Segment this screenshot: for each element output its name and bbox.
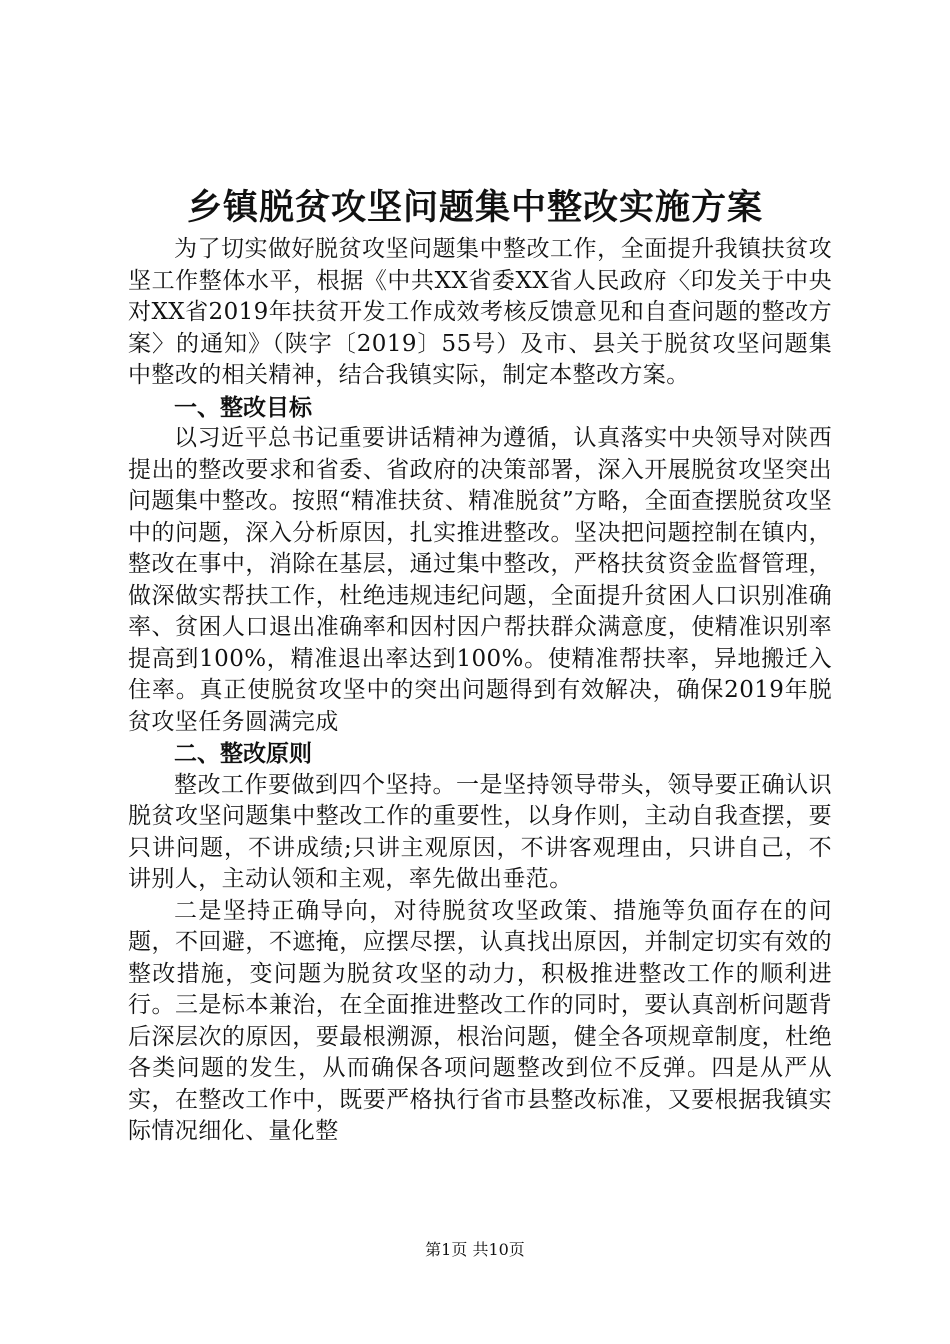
- principles-paragraph-2: 二是坚持正确导向，对待脱贫攻坚政策、措施等负面存在的问题，不回避，不遮掩，应摆尽摆，认真找出原因，并制定切实有效的整改措施，变问题为脱贫攻坚的动力，积极推进整改工作的顺利进行。三是标本兼治，在全面推进整改工作的同时，要认真剖析问题背后深层次的原因，要最根溯源，根治问题，健全各项规章制度，杜绝各类问题的发生，从而确保各项问题整改到位不反弹。四是从严从实，在整改工作中，既要严格执行省市县整改标准，又要根据我镇实际情况细化、量化整: [128, 897, 832, 1144]
- goals-paragraph: 以习近平总书记重要讲话精神为遵循，认真落实中央领导对陕西提出的整改要求和省委、省政府的决策部署，深入开展脱贫攻坚突出问题集中整改。按照“精准扶贫、精准脱贫”方略，全面查摆脱贫攻坚中的问题，深入分析原因，扎实推进整改。坚决把问题控制在镇内，整改在事中，消除在基层，通过集中整改，严格扶贫资金监督管理，做深做实帮扶工作，杜绝违规违纪问题，全面提升贫困人口识别准确率、贫困人口退出准确率和因村因户帮扶群众满意度，使精准识别率提高到100%，精准退出率达到100%。使精准帮扶率，异地搬迁入住率。真正使脱贫攻坚中的突出问题得到有效解决，确保2019年脱贫攻坚任务圆满完成: [128, 425, 832, 735]
- page-number-footer: 第1页 共10页: [425, 1240, 525, 1259]
- section-heading-principles: 二、整改原则: [174, 740, 312, 767]
- section-heading-goals: 一、整改目标: [174, 393, 312, 421]
- intro-paragraph: 为了切实做好脱贫攻坚问题集中整改工作，全面提升我镇扶贫攻坚工作整体水平，根据《中共XX省委XX省人民政府〈印发关于中央对XX省2019年扶贫开发工作成效考核反馈意见和自查问题的整改方案〉的通知》（陕字〔2019〕55号）及市、县关于脱贫攻坚问题集中整改的相关精神，结合我镇实际，制定本整改方案。: [128, 236, 832, 388]
- document-title: 乡镇脱贫攻坚问题集中整改实施方案: [186, 187, 763, 228]
- principles-paragraph-1: 整改工作要做到四个坚持。一是坚持领导带头，领导要正确认识脱贫攻坚问题集中整改工作的重要性，以身作则，主动自我查摆，要只讲问题，不讲成绩;只讲主观原因，不讲客观理由，只讲自己，不讲别人，主动认领和主观，率先做出垂范。: [128, 771, 832, 892]
- document-body: [128, 234, 832, 1148]
